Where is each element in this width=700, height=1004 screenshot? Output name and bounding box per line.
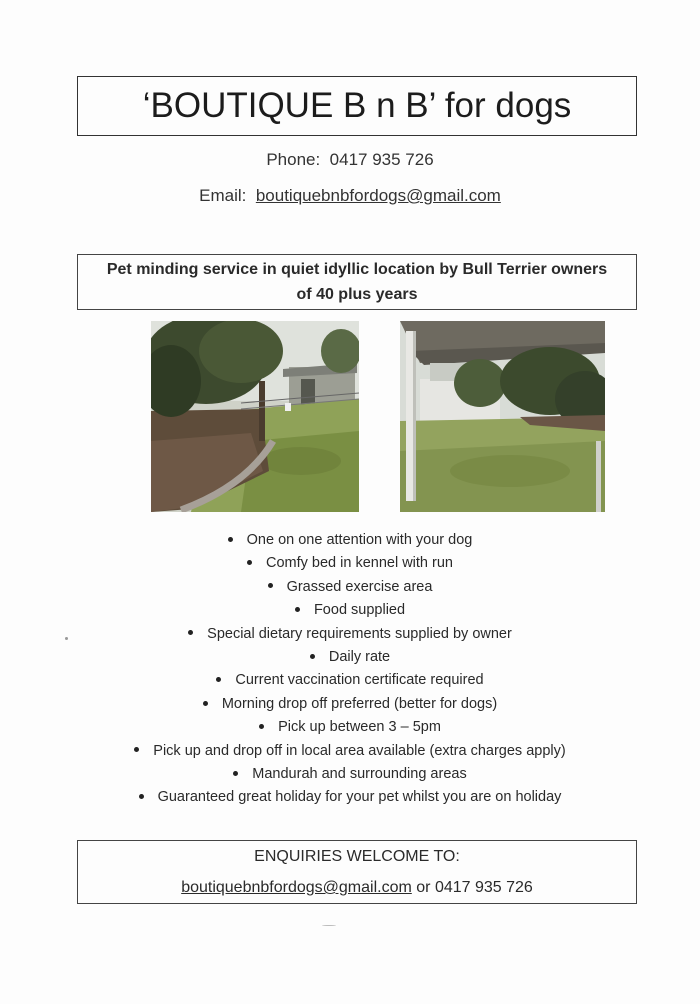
bullet-icon	[295, 607, 300, 612]
bullet-icon	[233, 771, 238, 776]
phone-label: Phone:	[266, 150, 321, 169]
feature-item: Grassed exercise area	[0, 576, 700, 599]
bullet-icon	[310, 654, 315, 659]
feature-item: Guaranteed great holiday for your pet whilst you are on holiday	[0, 786, 700, 809]
email-label: Email:	[199, 186, 247, 205]
enquiry-heading: ENQUIRIES WELCOME TO:	[254, 848, 460, 865]
feature-item: Morning drop off preferred (better for dogs)	[0, 693, 700, 716]
shaded-lawn-photo	[400, 321, 605, 512]
tagline-line-1: Pet minding service in quiet idyllic location by Bull Terrier owners	[106, 261, 608, 278]
feature-item: Mandurah and surrounding areas	[0, 763, 700, 786]
scan-speck	[65, 637, 68, 640]
bullet-icon	[203, 701, 208, 706]
bullet-icon	[259, 724, 264, 729]
scan-speck	[322, 925, 336, 926]
feature-item: Pick up between 3 – 5pm	[0, 716, 700, 739]
enquiry-connector: or	[416, 879, 431, 896]
tagline	[107, 257, 607, 307]
feature-item: Food supplied	[0, 599, 700, 622]
enquiry-phone: 0417 935 726	[434, 879, 533, 896]
feature-item: Daily rate	[0, 646, 700, 669]
email-link[interactable]: boutiquebnbfordogs@gmail.com	[255, 186, 501, 205]
feature-item: Special dietary requirements supplied by owner	[0, 623, 700, 646]
bullet-icon	[268, 583, 273, 588]
feature-item: One on one attention with your dog	[0, 529, 700, 552]
bullet-icon	[216, 677, 221, 682]
garden-kennel-image	[151, 321, 359, 512]
bullet-icon	[247, 560, 252, 565]
feature-item: Current vaccination certificate required	[0, 669, 700, 692]
bullet-icon	[228, 537, 233, 542]
bullet-icon	[188, 630, 193, 635]
phone-line	[0, 150, 700, 170]
enquiry-contact	[78, 879, 636, 897]
email-line	[0, 186, 700, 206]
shaded-lawn-image	[400, 321, 605, 512]
page-title-box	[77, 76, 637, 136]
feature-list	[0, 529, 700, 810]
phone-number: 0417 935 726	[329, 150, 434, 169]
enquiry-email-link[interactable]: boutiquebnbfordogs@gmail.com	[181, 879, 412, 896]
tagline-box	[77, 254, 637, 310]
page-title: ‘BOUTIQUE B n B’ for dogs	[142, 86, 572, 125]
bullet-icon	[134, 747, 139, 752]
feature-item: Pick up and drop off in local area available (extra charges apply)	[0, 740, 700, 763]
bullet-icon	[139, 794, 144, 799]
feature-item: Comfy bed in kennel with run	[0, 552, 700, 575]
enquiry-box	[77, 840, 637, 904]
garden-kennel-photo	[151, 321, 359, 512]
tagline-line-2: of 40 plus years	[296, 286, 418, 303]
